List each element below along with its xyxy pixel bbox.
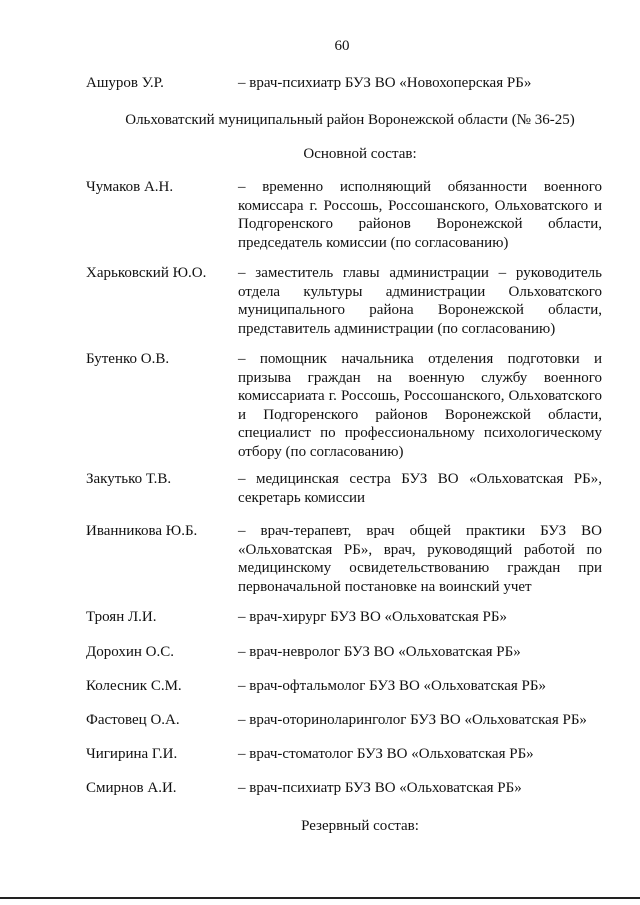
member-role: – врач-терапевт, врач общей практики БУЗ ВО «Ольховатская РБ», врач, руководящий работой по медицинскому освидетельствованию граждан при первоначальной постановке на воинский учет bbox=[238, 523, 602, 595]
member-name: Ашуров У.Р. bbox=[86, 75, 164, 91]
member-name: Троян Л.И. bbox=[86, 609, 157, 625]
member-name: Колесник С.М. bbox=[86, 678, 182, 694]
member-role: – заместитель главы администрации – руководитель отдела культуры администрации Ольховатского муниципального района Воронежской области, представитель администрации (по согласованию) bbox=[238, 265, 602, 337]
main-composition-heading: Основной состав: bbox=[303, 146, 417, 162]
member-name: Чигирина Г.И. bbox=[86, 746, 178, 762]
member-role: – врач-невролог БУЗ ВО «Ольховатская РБ» bbox=[238, 644, 521, 660]
member-role: – помощник начальника отделения подготовки и призыва граждан на военную службу военного комиссариата г. Россошь, Россошанского, Ольховатского и Подгоренского районов Воронежской области, специалист по профессиональному психологическому отбору (по согласованию) bbox=[238, 351, 602, 460]
reserve-composition-heading: Резервный состав: bbox=[301, 818, 419, 834]
member-name: Иванникова Ю.Б. bbox=[86, 523, 198, 539]
scan-edge-line bbox=[0, 897, 640, 899]
member-name: Дорохин О.С. bbox=[86, 644, 175, 660]
member-name: Бутенко О.В. bbox=[86, 351, 170, 367]
member-name: Харьковский Ю.О. bbox=[86, 265, 207, 281]
member-role: – врач-оториноларинголог БУЗ ВО «Ольховатская РБ» bbox=[238, 712, 587, 728]
member-name: Чумаков А.Н. bbox=[86, 179, 174, 195]
member-role: – врач-психиатр БУЗ ВО «Ольховатская РБ» bbox=[238, 780, 522, 796]
member-name: Фастовец О.А. bbox=[86, 712, 180, 728]
member-role: – врач-офтальмолог БУЗ ВО «Ольховатская РБ» bbox=[238, 678, 547, 694]
member-role: – врач-хирург БУЗ ВО «Ольховатская РБ» bbox=[238, 609, 507, 625]
member-role: – врач-стоматолог БУЗ ВО «Ольховатская РБ» bbox=[238, 746, 534, 762]
district-title: Ольховатский муниципальный район Воронежской области (№ 36-25) bbox=[125, 112, 575, 128]
page-number: 60 bbox=[334, 38, 350, 54]
member-role: – временно исполняющий обязанности военного комиссара г. Россошь, Россошанского, Ольховатского и Подгоренского районов Воронежской области, председатель комиссии (по согласованию) bbox=[238, 179, 602, 251]
member-role: – медицинская сестра БУЗ ВО «Ольховатская РБ», секретарь комиссии bbox=[238, 471, 602, 506]
member-name: Смирнов А.И. bbox=[86, 780, 177, 796]
member-name: Закутько Т.В. bbox=[86, 471, 172, 487]
member-role: – врач-психиатр БУЗ ВО «Новохоперская РБ» bbox=[238, 75, 532, 91]
